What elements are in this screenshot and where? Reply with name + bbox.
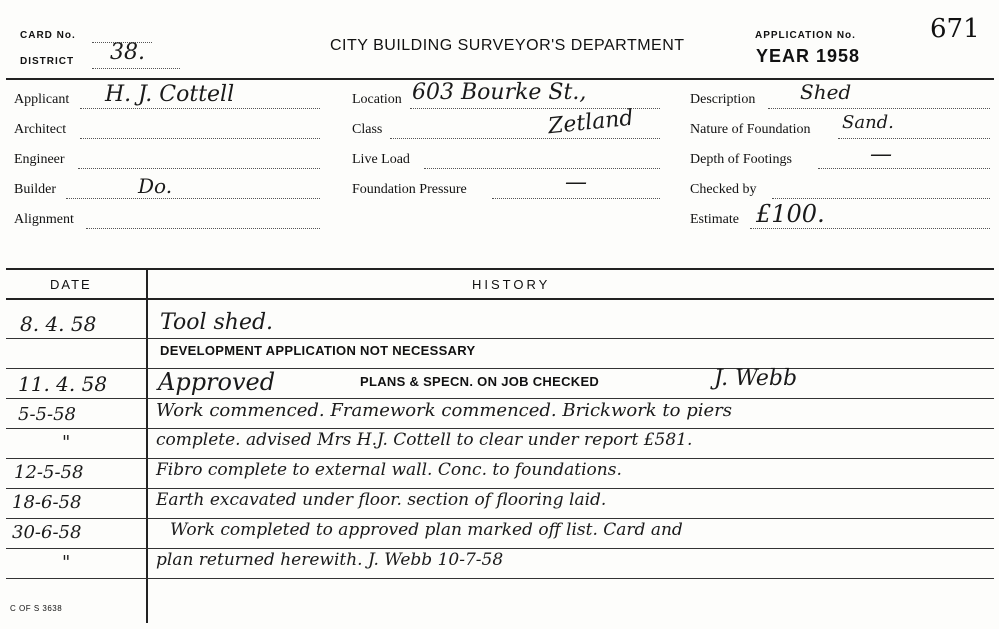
- history-entry: Work completed to approved plan marked off list. Card and: [170, 520, 683, 540]
- history-stamp: DEVELOPMENT APPLICATION NOT NECESSARY: [160, 343, 476, 358]
- history-date: ": [62, 552, 71, 573]
- history-entry: Approved: [158, 368, 276, 396]
- builder-label: Builder: [14, 182, 56, 197]
- nature-line: [838, 138, 990, 139]
- alignment-line: [86, 228, 320, 229]
- history-entry: Work commenced. Framework commenced. Brickwork to piers: [156, 400, 732, 421]
- history-signature: J. Webb: [714, 366, 798, 391]
- description-line: [768, 108, 990, 109]
- estimate-label: Estimate: [690, 212, 739, 227]
- estimate-line: [750, 228, 990, 229]
- foundation-pressure-label: Foundation Pressure: [352, 182, 467, 197]
- depth-value: —: [870, 142, 892, 167]
- builder-line: [66, 198, 320, 199]
- live-load-label: Live Load: [352, 152, 410, 167]
- builder-value: Do.: [138, 174, 173, 198]
- applicant-line: [80, 108, 320, 109]
- nature-label: Nature of Foundation: [690, 122, 811, 137]
- date-header: DATE: [50, 277, 92, 292]
- depth-label: Depth of Footings: [690, 152, 792, 167]
- history-date: 11. 4. 58: [18, 372, 108, 396]
- history-entry: Earth excavated under floor. section of flooring laid.: [156, 490, 607, 510]
- history-date: 18-6-58: [12, 492, 82, 513]
- history-entry: complete. advised Mrs H.J. Cottell to clear under report £581.: [156, 430, 693, 450]
- history-row-line: [6, 458, 994, 459]
- applicant-value: H. J. Cottell: [105, 82, 235, 107]
- form-code: C OF S 3638: [10, 604, 63, 613]
- architect-line: [80, 138, 320, 139]
- history-row-line: [6, 518, 994, 519]
- description-label: Description: [690, 92, 756, 107]
- history-date: 30-6-58: [12, 522, 82, 543]
- year-label: YEAR 1958: [756, 46, 861, 66]
- estimate-value: £100.: [756, 200, 825, 228]
- department-title: CITY BUILDING SURVEYOR'S DEPARTMENT: [330, 37, 685, 54]
- district-value: 38.: [110, 40, 145, 65]
- history-header-rule: [6, 298, 994, 300]
- live-load-line: [424, 168, 660, 169]
- history-entry: plan returned herewith. J. Webb 10-7-58: [156, 550, 504, 570]
- class-value: Zetland: [546, 105, 635, 140]
- history-header: HISTORY: [472, 277, 551, 292]
- history-top-rule: [6, 268, 994, 270]
- class-label: Class: [352, 122, 383, 137]
- checked-line: [772, 198, 990, 199]
- history-date: ": [62, 432, 71, 453]
- history-date: 5-5-58: [18, 404, 76, 425]
- history-row-line: [6, 488, 994, 489]
- foundation-pressure-value: —: [565, 170, 587, 195]
- engineer-label: Engineer: [14, 152, 65, 167]
- description-value: Shed: [800, 80, 852, 104]
- applicant-label: Applicant: [14, 92, 70, 107]
- history-row-line: [6, 398, 994, 399]
- history-entry: Fibro complete to external wall. Conc. to foundations.: [156, 460, 622, 480]
- history-row-line: [6, 428, 994, 429]
- engineer-line: [78, 168, 320, 169]
- alignment-label: Alignment: [14, 212, 74, 227]
- history-entry: Tool shed.: [160, 310, 274, 335]
- district-label: DISTRICT: [20, 56, 75, 67]
- date-column-divider: [146, 268, 148, 623]
- application-label: APPLICATION No.: [755, 30, 856, 41]
- application-number: 671: [930, 14, 980, 44]
- location-label: Location: [352, 92, 402, 107]
- history-row-line: [6, 578, 994, 579]
- history-row-line: [6, 338, 994, 339]
- class-line: [390, 138, 660, 139]
- card-no-label: CARD No.: [20, 30, 76, 41]
- history-stamp: PLANS & SPECN. ON JOB CHECKED: [360, 374, 600, 389]
- checked-label: Checked by: [690, 182, 757, 197]
- district-line: [92, 68, 180, 69]
- architect-label: Architect: [14, 122, 67, 137]
- history-row-line: [6, 368, 994, 369]
- nature-value: Sand.: [842, 112, 894, 133]
- history-date: 8. 4. 58: [20, 312, 97, 336]
- history-date: 12-5-58: [14, 462, 84, 483]
- location-value: 603 Bourke St.,: [412, 80, 587, 105]
- history-row-line: [6, 548, 994, 549]
- foundation-pressure-line: [492, 198, 660, 199]
- depth-line: [818, 168, 990, 169]
